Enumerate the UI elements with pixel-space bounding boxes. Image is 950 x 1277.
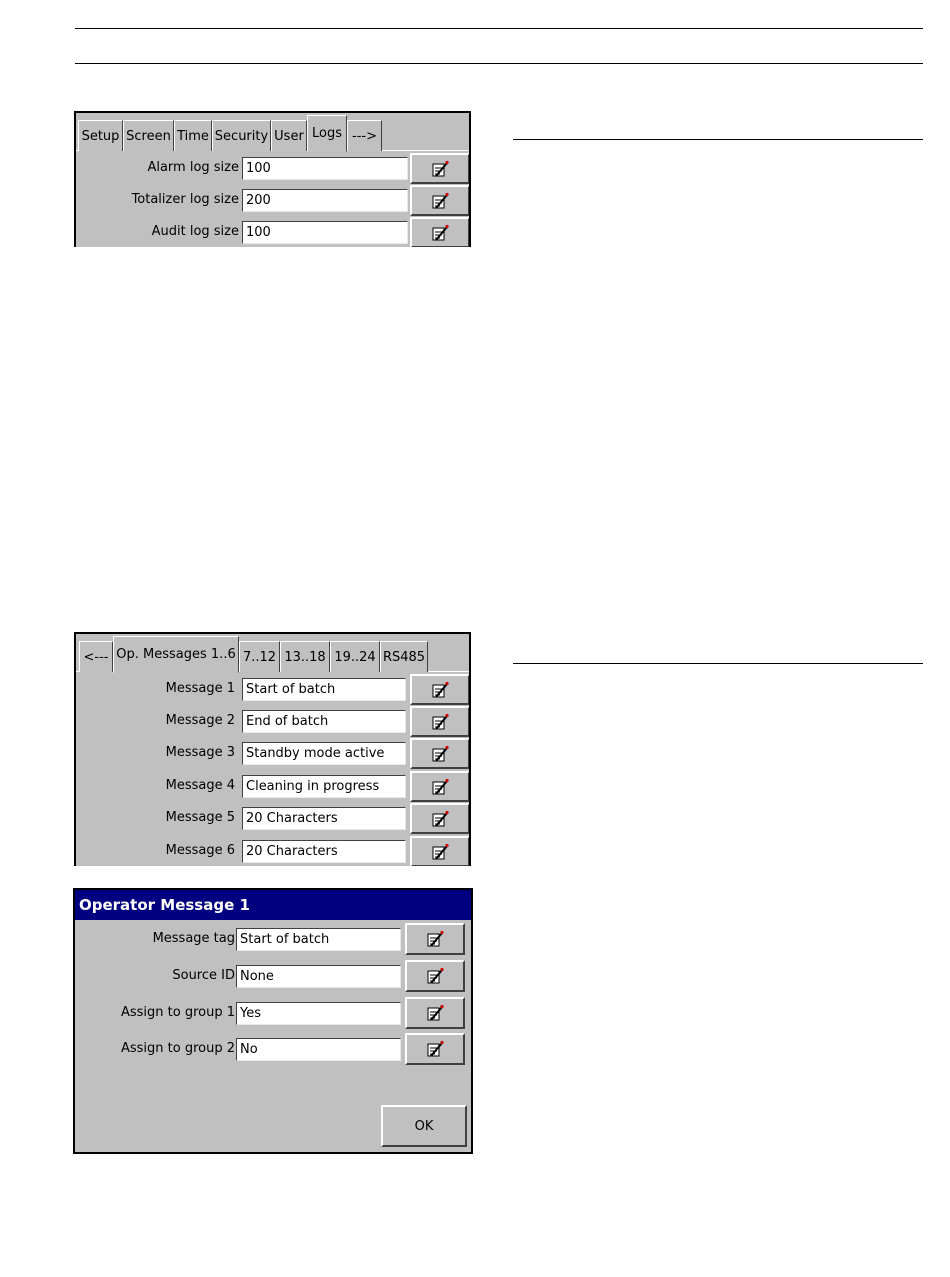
section-rule-1: [513, 139, 923, 140]
header-rule-bottom: [75, 63, 923, 64]
source-id-edit-button[interactable]: [405, 960, 465, 992]
totalizer-log-size-label: Totalizer log size: [131, 192, 239, 207]
assign-to-group-1-field[interactable]: Yes: [236, 1002, 401, 1025]
message-2-label: Message 2: [165, 713, 235, 728]
dialog-field-row: [75, 923, 471, 955]
operator-messages-panel: [74, 632, 471, 866]
alarm-log-size-label: Alarm log size: [147, 160, 239, 175]
dialog-field-row: [75, 997, 471, 1029]
tab-logs[interactable]: Logs: [307, 115, 347, 152]
message-3-field[interactable]: Standby mode active: [242, 742, 406, 765]
edit-icon: [425, 1003, 445, 1023]
message-4-label: Message 4: [165, 778, 235, 793]
messages-tab-bar: [76, 634, 469, 672]
tab-previous[interactable]: <---: [79, 641, 113, 672]
edit-icon: [425, 966, 445, 986]
message-5-field[interactable]: 20 Characters: [242, 807, 406, 830]
edit-icon: [430, 680, 450, 700]
message-4-edit-button[interactable]: [410, 771, 470, 802]
edit-icon: [430, 777, 450, 797]
field-row: [76, 185, 469, 216]
message-6-edit-button[interactable]: [410, 836, 470, 866]
tab-screen[interactable]: Screen: [123, 120, 174, 151]
tab-next[interactable]: --->: [347, 120, 382, 151]
edit-icon: [425, 929, 445, 949]
tab-user[interactable]: User: [271, 120, 307, 151]
audit-log-size-label: Audit log size: [151, 224, 239, 239]
dialog-field-row: [75, 960, 471, 992]
alarm-log-size-edit-button[interactable]: [410, 153, 470, 184]
logs-tab-bar: [76, 113, 469, 151]
dialog-title: Operator Message 1: [75, 890, 471, 920]
message-5-label: Message 5: [165, 810, 235, 825]
message-6-label: Message 6: [165, 843, 235, 858]
message-3-label: Message 3: [165, 745, 235, 760]
assign-to-group-1-label: Assign to group 1: [120, 1005, 235, 1020]
totalizer-log-size-edit-button[interactable]: [410, 185, 470, 216]
edit-icon: [430, 712, 450, 732]
header-rule-top: [75, 28, 923, 29]
assign-to-group-2-label: Assign to group 2: [120, 1041, 235, 1056]
message-tag-label: Message tag: [152, 931, 235, 946]
message-row: [76, 738, 469, 769]
edit-icon: [425, 1039, 445, 1059]
message-tag-field[interactable]: Start of batch: [236, 928, 401, 951]
edit-icon: [430, 223, 450, 243]
message-row: [76, 771, 469, 802]
audit-log-size-field[interactable]: 100: [242, 221, 408, 244]
audit-log-size-edit-button[interactable]: [410, 217, 470, 247]
message-2-edit-button[interactable]: [410, 706, 470, 737]
field-row: [76, 217, 469, 247]
source-id-field[interactable]: None: [236, 965, 401, 988]
section-rule-2: [513, 663, 923, 664]
edit-icon: [430, 842, 450, 862]
assign-to-group-1-edit-button[interactable]: [405, 997, 465, 1029]
tab-security[interactable]: Security: [212, 120, 271, 151]
message-row: [76, 674, 469, 705]
totalizer-log-size-field[interactable]: 200: [242, 189, 408, 212]
message-1-field[interactable]: Start of batch: [242, 678, 406, 701]
message-row: [76, 836, 469, 866]
message-6-field[interactable]: 20 Characters: [242, 840, 406, 863]
tab-messages-19-24[interactable]: 19..24: [330, 641, 380, 672]
edit-icon: [430, 159, 450, 179]
assign-to-group-2-field[interactable]: No: [236, 1038, 401, 1061]
tab-messages-13-18[interactable]: 13..18: [280, 641, 330, 672]
tab-setup[interactable]: Setup: [78, 120, 123, 151]
edit-icon: [430, 744, 450, 764]
message-3-edit-button[interactable]: [410, 738, 470, 769]
alarm-log-size-field[interactable]: 100: [242, 157, 408, 180]
message-4-field[interactable]: Cleaning in progress: [242, 775, 406, 798]
ok-button[interactable]: OK: [381, 1105, 467, 1147]
source-id-label: Source ID: [172, 968, 235, 983]
logs-settings-panel: [74, 111, 471, 247]
edit-icon: [430, 191, 450, 211]
message-1-edit-button[interactable]: [410, 674, 470, 705]
field-row: [76, 153, 469, 184]
edit-icon: [430, 809, 450, 829]
dialog-field-row: [75, 1033, 471, 1065]
message-1-label: Message 1: [165, 681, 235, 696]
tab-rs485[interactable]: RS485: [380, 641, 428, 672]
message-row: [76, 706, 469, 737]
operator-message-dialog: [73, 888, 473, 1154]
message-2-field[interactable]: End of batch: [242, 710, 406, 733]
message-5-edit-button[interactable]: [410, 803, 470, 834]
message-row: [76, 803, 469, 834]
tab-op-messages-1-6[interactable]: Op. Messages 1..6: [113, 636, 239, 673]
message-tag-edit-button[interactable]: [405, 923, 465, 955]
assign-to-group-2-edit-button[interactable]: [405, 1033, 465, 1065]
tab-messages-7-12[interactable]: 7..12: [239, 641, 280, 672]
tab-time[interactable]: Time: [174, 120, 212, 151]
